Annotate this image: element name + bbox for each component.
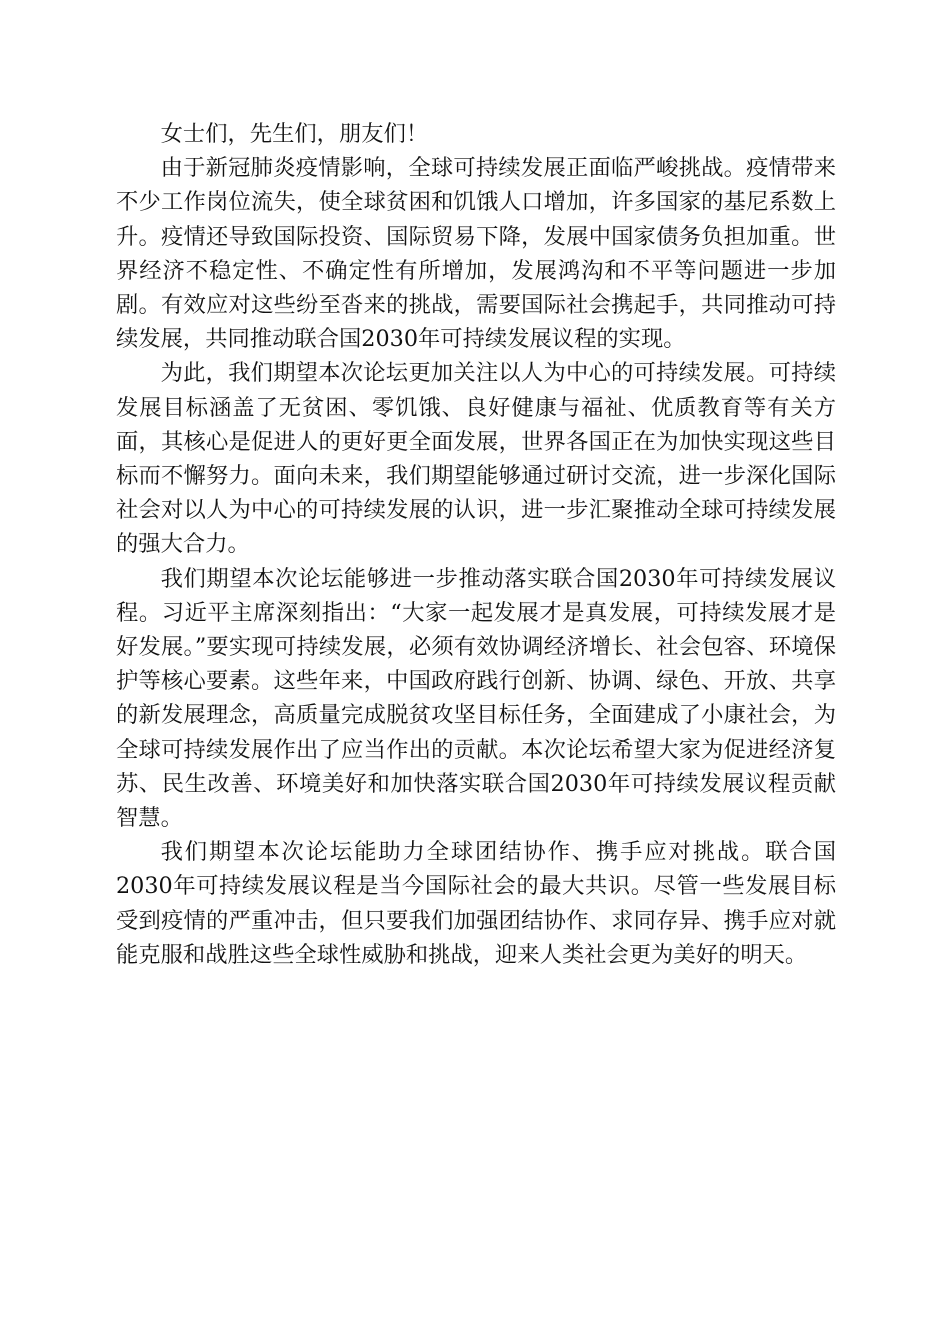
- document-page: [116, 117, 836, 972]
- paragraph-agenda-2030: 我们期望本次论坛能够进一步推动落实联合国2030年可持续发展议程。习近平主席深刻指出：“大家一起发展才是真发展，可持续发展才是好发展。”要实现可持续发展，必须有效协调经济增长、社会包容、环境保护等核心要素。这些年来，中国政府践行创新、协调、绿色、开放、共享的新发展理念，高质量完成脱贫攻坚目标任务，全面建成了小康社会，为全球可持续发展作出了应当作出的贡献。本次论坛希望大家为促进经济复苏、民生改善、环境美好和加快落实联合国2030年可持续发展议程贡献智慧。: [116, 565, 836, 832]
- paragraph-greeting: 女士们，先生们，朋友们！: [160, 121, 429, 147]
- paragraph-people-centered: 为此，我们期望本次论坛更加关注以人为中心的可持续发展。可持续发展目标涵盖了无贫困、零饥饿、良好健康与福祉、优质教育等有关方面，其核心是促进人的更好更全面发展，世界各国正在为加快实现这些目标而不懈努力。面向未来，我们期望能够通过研讨交流，进一步深化国际社会对以人为中心的可持续发展的认识，进一步汇聚推动全球可持续发展的强大合力。: [116, 360, 836, 558]
- paragraph-challenges: 由于新冠肺炎疫情影响，全球可持续发展正面临严峻挑战。疫情带来不少工作岗位流失，使全球贫困和饥饿人口增加，许多国家的基尼系数上升。疫情还导致国际投资、国际贸易下降，发展中国家债务负担加重。世界经济不稳定性、不确定性有所增加，发展鸿沟和不平等问题进一步加剧。有效应对这些纷至沓来的挑战，需要国际社会携起手，共同推动可持续发展，共同推动联合国2030年可持续发展议程的实现。: [116, 155, 836, 353]
- paragraph-solidarity: 我们期望本次论坛能助力全球团结协作、携手应对挑战。联合国2030年可持续发展议程是当今国际社会的最大共识。尽管一些发展目标受到疫情的严重冲击，但只要我们加强团结协作、求同存异、携手应对就能克服和战胜这些全球性威胁和挑战，迎来人类社会更为美好的明天。: [116, 839, 836, 968]
